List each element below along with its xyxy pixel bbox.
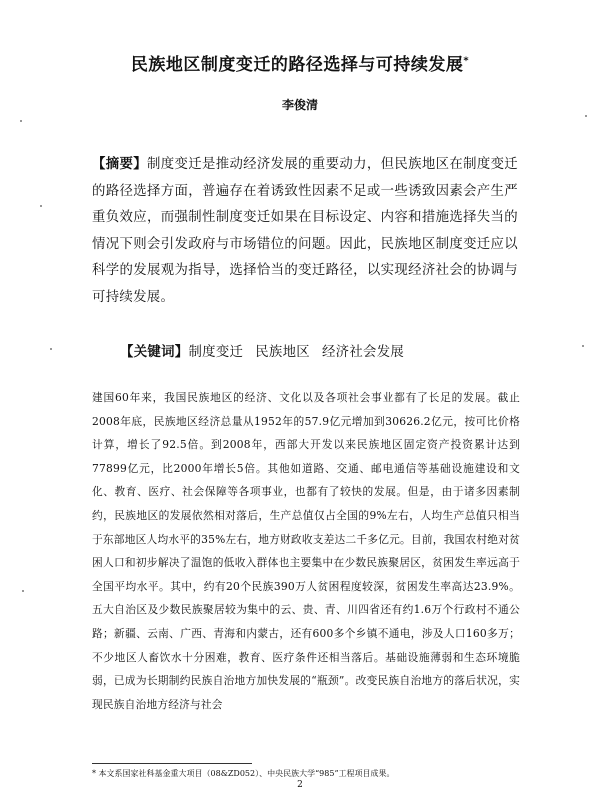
- keyword-item: 民族地区: [255, 345, 310, 360]
- abstract-block: [92, 152, 518, 311]
- keyword-item: 制度变迁: [188, 345, 244, 360]
- paper-title: [0, 50, 600, 75]
- abstract-text: 制度变迁是推动经济发展的重要动力，但民族地区在制度变迁的路径选择方面，普遍存在着诱致性因素不足或一些诱致因素会产生严重负效应，而强制性制度变迁如果在目标设定、内容和措施选择失当的情况下则会引发政府与市场错位的问题。因此，民族地区制度变迁应以科学的发展观为指导，选择恰当的变迁路径，以实现经济社会的协调与可持续发展。: [92, 157, 518, 305]
- paper-title-text: 民族地区制度变迁的路径选择与可持续发展: [130, 55, 464, 75]
- footnote: * 本文系国家社科基金重大项目（08&ZD052）、中央民族大学“985”工程项目成果。: [92, 769, 395, 778]
- scan-speck: [585, 115, 587, 117]
- keywords-label: 【关键词】: [120, 345, 189, 360]
- scan-speck: [50, 348, 52, 350]
- page-number: 2: [297, 780, 303, 790]
- scan-speck: [20, 120, 22, 122]
- keyword-item: 经济社会发展: [321, 345, 405, 360]
- body-paragraph: 建国60年来，我国民族地区的经济、文化以及各项社会事业都有了长足的发展。截止2008年底，民族地区经济总量从1952年的57.9亿元增加到30626.2亿元，按可比价格计算，增长了92.5倍。到2008年，西部大开发以来民族地区固定资产投资累计达到77899亿元，比2000年增长5倍。其他如道路、交通、邮电通信等基础设施建设和文化、教育、医疗、社会保障等各项事业，也都有了较快的发展。但是，由于诸多因素制约，民族地区的发展依然相对落后，生产总值仅占全国的9%左右，人均生产总值只相当于东部地区人均水平的35%左右，地方财政收支差达二千多亿元。目前，我国农村绝对贫困人口和初步解决了温饱的低收入群体也主要集中在少数民族聚居区，贫困发生率远高于全国平均水平。其中，约有20个民族390万人贫困程度较深，贫困发生率高达23.9%。五大自治区及少数民族聚居较为集中的云、贵、青、川四省还有约1.6万个行政村不通公路；新疆、云南、广西、青海和内蒙古，还有600多个乡镇不通电，涉及人口160多万；不少地区人畜饮水十分困难，教育、医疗条件还相当落后。基础设施薄弱和生态环境脆弱，已成为长期制约民族自治地方加快发展的“瓶颈”。改变民族自治地方的落后状况，实现民族自治地方经济与社会: [92, 391, 520, 711]
- keywords-block: [120, 343, 520, 363]
- footnote-divider: [92, 763, 252, 764]
- scan-speck: [582, 345, 584, 347]
- scan-speck: [22, 590, 24, 592]
- paper-author: 李俊清: [281, 98, 318, 112]
- title-footnote-mark: *: [463, 55, 470, 67]
- abstract-label: 【摘要】: [92, 157, 147, 172]
- scan-speck: [40, 205, 42, 207]
